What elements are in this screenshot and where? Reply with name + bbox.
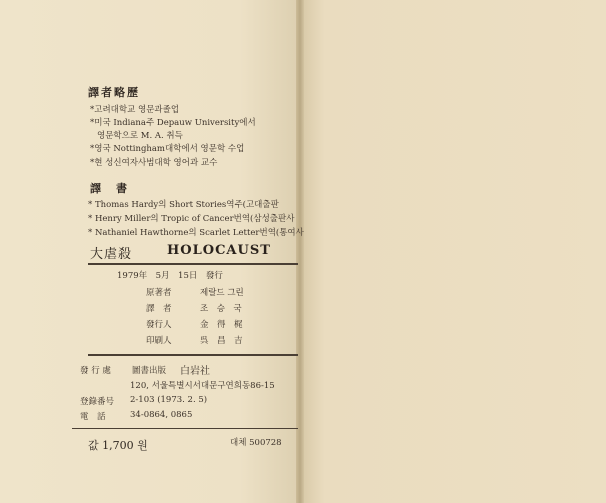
- translation-item-1: * Thomas Hardy의 Short Stories역주(고대출판: [88, 200, 279, 210]
- career-item-2: *미국 Indiana주 Depauw University에서: [90, 118, 256, 128]
- original-author-label: 原著者: [146, 288, 172, 298]
- career-item-4: *영국 Nottingham대학에서 영문학 수업: [90, 144, 245, 154]
- price: 값 1,700 원: [88, 439, 148, 452]
- publisher-person-value: 金 得 梶: [200, 320, 243, 330]
- right-page-blank: [300, 0, 606, 503]
- translation-item-2: * Henry Miller의 Tropic of Cancer번역(삼성출판사: [88, 214, 295, 224]
- career-item-1: *고려대학교 영문과졸업: [90, 105, 180, 115]
- career-item-5: *현 성신여자사범대학 영어과 교수: [90, 158, 218, 168]
- bottom-rule: [72, 428, 298, 429]
- translator-value: 조 승 국: [200, 304, 242, 314]
- publication-date: 1979年 5月 15日 發行: [117, 271, 223, 281]
- publisher-person-label: 發行人: [146, 320, 172, 330]
- publisher-address: 120, 서울특별시서대문구연희동86-15: [130, 381, 275, 391]
- details-rule: [88, 354, 298, 356]
- publishing-house-label: 發 行 處: [80, 366, 111, 376]
- translator-label: 譯 者: [146, 304, 172, 314]
- publishing-house-prefix: 圖書出版: [132, 366, 167, 376]
- telephone-label: 電 話: [80, 412, 106, 422]
- translation-item-3: * Nathaniel Hawthorne의 Scarlet Letter번역(통여사: [88, 228, 304, 238]
- telephone-value: 34-0864, 0865: [130, 410, 193, 420]
- publishing-house-name: 白岩社: [180, 366, 210, 377]
- printer-label: 印刷人: [146, 336, 172, 346]
- catalog-number: 대체 500728: [230, 438, 282, 448]
- registration-value: 2-103 (1973. 2. 5): [130, 395, 208, 405]
- translations-heading: 譯 書: [90, 182, 129, 195]
- registration-label: 登錄番号: [80, 397, 115, 407]
- original-author-value: 제랄드 그린: [200, 288, 244, 298]
- printer-value: 呉 昌 吉: [200, 336, 243, 346]
- career-item-3: 영문학으로 M. A. 취득: [97, 131, 183, 141]
- book-title-english: HOLOCAUST: [167, 243, 271, 258]
- translator-career-heading: 譯者略歷: [88, 86, 140, 99]
- title-rule: [88, 263, 298, 265]
- book-title-korean: 大虐殺: [90, 247, 133, 262]
